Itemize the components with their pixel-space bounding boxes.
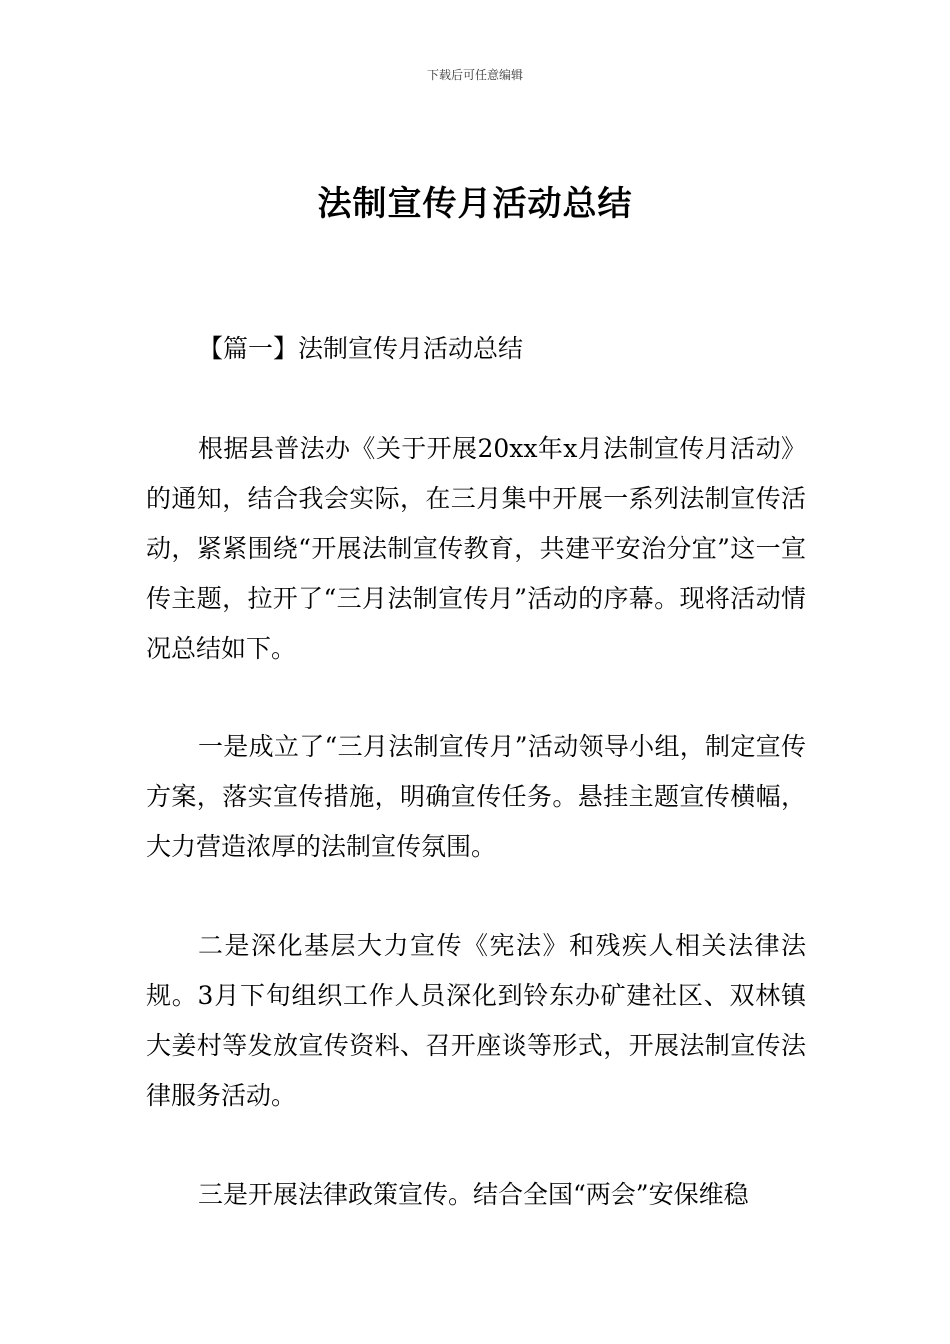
paragraph-point-one: 一是成立了“三月法制宣传月”活动领导小组，制定宣传方案，落实宣传措施，明确宣传任务。悬挂主题宣传横幅，大力营造浓厚的法制宣传氛围。 (146, 732, 806, 861)
paragraph-point-two: 二是深化基层大力宣传《宪法》和残疾人相关法律法规。3月下旬组织工作人员深化到铃东办矿建社区、双林镇大姜村等发放宣传资料、召开座谈等形式，开展法制宣传法律服务活动。 (146, 931, 806, 1110)
paragraph-point-three: 三是开展法律政策宣传。结合全国“两会”安保维稳 (198, 1180, 749, 1209)
paragraph-intro: 根据县普法办《关于开展20xx年x月法制宣传月活动》的通知，结合我会实际，在三月集中开展一系列法制宣传活动，紧紧围绕“开展法制宣传教育，共建平安治分宜”这一宣传主题，拉开了“三月法制宣传月”活动的序幕。现将活动情况总结如下。 (146, 434, 806, 663)
header-note: 下载后可任意编辑 (426, 68, 523, 82)
section-heading: 【篇一】法制宣传月活动总结 (198, 334, 524, 363)
document-title: 法制宣传月活动总结 (317, 184, 633, 224)
